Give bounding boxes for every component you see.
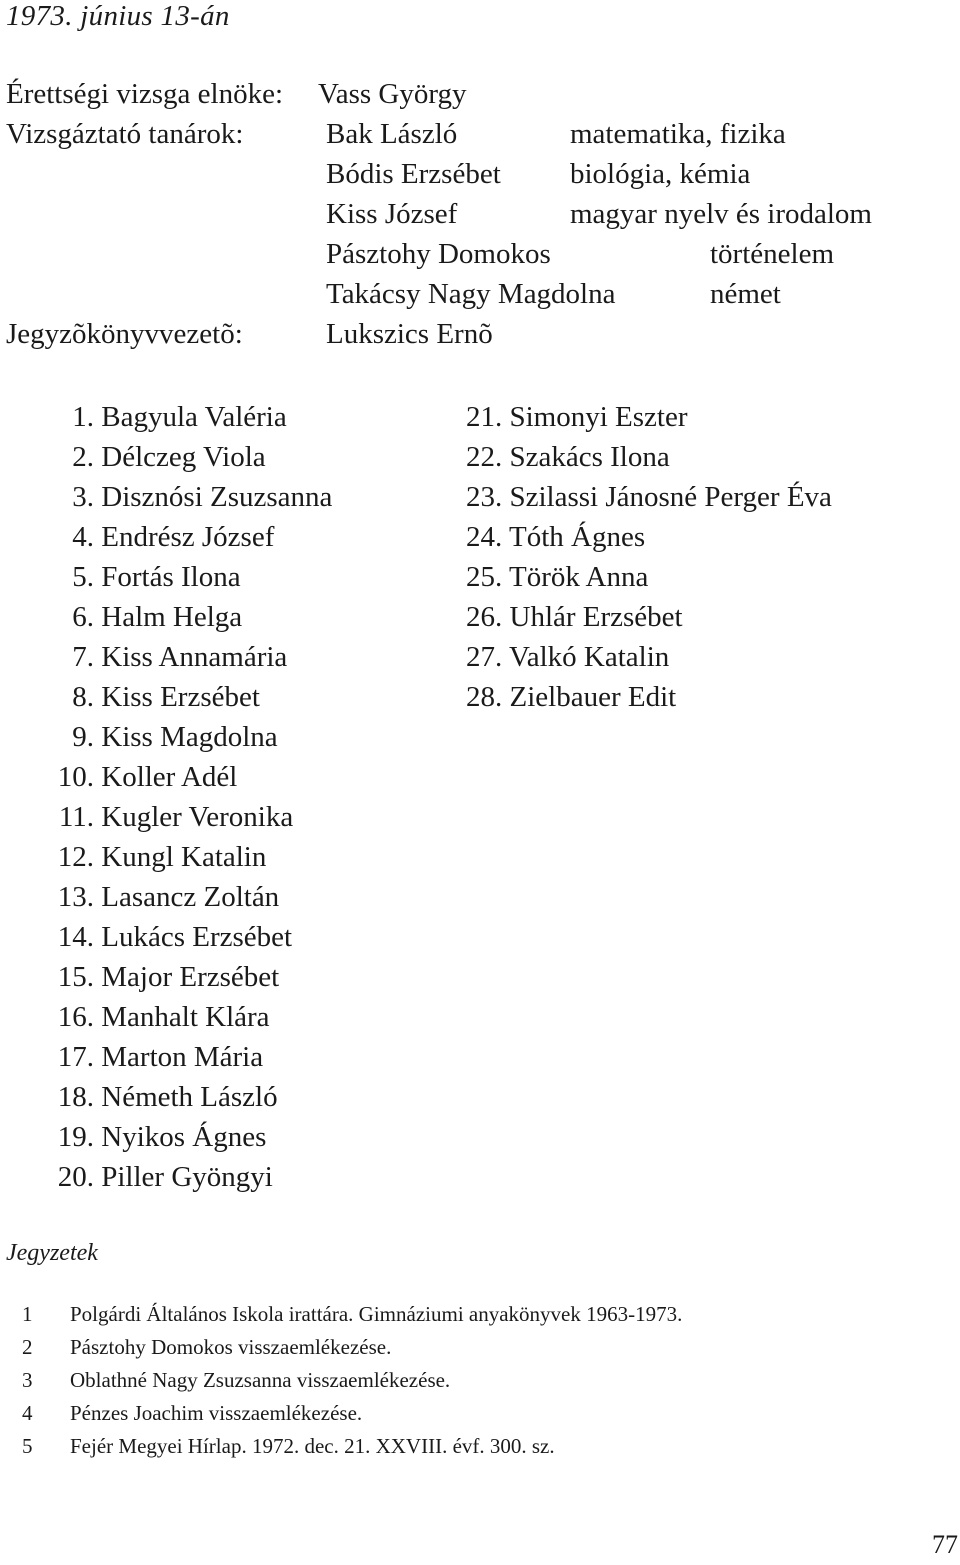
list-item	[40, 1117, 332, 1157]
list-number: 11.	[58, 801, 94, 833]
list-number: 21.	[466, 401, 503, 433]
list-item	[40, 557, 332, 597]
note-text: Pásztohy Domokos visszaemlékezése.	[70, 1335, 392, 1359]
student-name: Lukács Erzsébet	[101, 921, 293, 953]
note-number: 2	[22, 1335, 33, 1359]
note-item	[0, 1364, 682, 1397]
list-item	[40, 717, 332, 757]
list-number: 20.	[57, 1161, 94, 1193]
list-number: 22.	[466, 441, 503, 473]
note-number: 1	[22, 1302, 33, 1326]
student-name: Kiss Annamária	[101, 641, 288, 673]
note-number: 3	[22, 1368, 33, 1392]
list-number: 24.	[466, 521, 503, 553]
note-item	[0, 1298, 682, 1331]
student-name: Valkó Katalin	[508, 641, 670, 673]
examiner-subject: matematika, fizika	[570, 118, 786, 150]
student-name: Halm Helga	[101, 601, 243, 633]
list-item	[40, 917, 332, 957]
note-text: Pénzes Joachim visszaemlékezése.	[70, 1401, 363, 1425]
list-number: 18.	[57, 1081, 94, 1113]
list-item	[40, 597, 332, 637]
list-item	[40, 637, 332, 677]
chair-label: Érettségi vizsga elnöke:	[6, 78, 284, 110]
list-item	[466, 517, 832, 557]
examiner-name: Takácsy Nagy Magdolna	[326, 278, 616, 310]
list-number: 12.	[57, 841, 94, 873]
student-name: Németh László	[101, 1081, 278, 1113]
list-item	[466, 477, 832, 517]
student-name: Piller Gyöngyi	[101, 1161, 273, 1193]
list-number: 4.	[72, 521, 94, 553]
note-number: 4	[22, 1401, 33, 1425]
list-number: 19.	[57, 1121, 94, 1153]
examiner-subject: biológia, kémia	[570, 158, 751, 190]
list-item	[40, 677, 332, 717]
student-list-right	[466, 397, 832, 717]
student-name: Bagyula Valéria	[101, 401, 287, 433]
list-item	[40, 437, 332, 477]
list-item	[40, 957, 332, 997]
student-list-left	[40, 397, 332, 1197]
list-number: 27.	[466, 641, 503, 673]
list-number: 23.	[466, 481, 503, 513]
list-item	[466, 597, 832, 637]
student-name: Délczeg Viola	[101, 441, 266, 473]
list-number: 15.	[57, 961, 94, 993]
student-name: Kungl Katalin	[101, 841, 267, 873]
recorder-name: Lukszics Ernõ	[326, 318, 493, 350]
list-number: 3.	[72, 481, 94, 513]
examiners-label: Vizsgáztató tanárok:	[6, 118, 244, 150]
student-name: Zielbauer Edit	[509, 681, 677, 713]
list-number: 25.	[466, 561, 503, 593]
note-text: Oblathné Nagy Zsuzsanna visszaemlékezése.	[70, 1368, 451, 1392]
list-number: 1.	[72, 401, 94, 433]
examiner-name: Kiss József	[326, 198, 458, 230]
list-item	[40, 1157, 332, 1197]
note-number: 5	[22, 1434, 33, 1458]
student-name: Kugler Veronika	[101, 801, 294, 833]
list-item	[40, 837, 332, 877]
list-item	[40, 1037, 332, 1077]
student-name: Koller Adél	[101, 761, 238, 793]
list-item	[40, 477, 332, 517]
examiner-subject: magyar nyelv és irodalom	[570, 198, 872, 230]
student-name: Lasancz Zoltán	[101, 881, 280, 913]
examiner-name: Bódis Erzsébet	[326, 158, 501, 190]
list-item	[40, 797, 332, 837]
list-item	[40, 877, 332, 917]
list-item	[466, 637, 832, 677]
student-name: Kiss Erzsébet	[101, 681, 260, 713]
list-number: 5.	[72, 561, 94, 593]
student-name: Szakács Ilona	[509, 441, 670, 473]
page-number: 77	[932, 1530, 958, 1559]
note-text: Fejér Megyei Hírlap. 1972. dec. 21. XXVIII. évf. 300. sz.	[70, 1434, 555, 1458]
list-item	[466, 397, 832, 437]
list-number: 6.	[72, 601, 94, 633]
student-name: Major Erzsébet	[101, 961, 280, 993]
list-number: 28.	[466, 681, 503, 713]
list-number: 7.	[72, 641, 94, 673]
student-name: Disznósi Zsuzsanna	[101, 481, 333, 513]
list-item	[40, 1077, 332, 1117]
student-name: Nyikos Ágnes	[101, 1121, 267, 1153]
list-item	[40, 517, 332, 557]
student-name: Tóth Ágnes	[508, 521, 646, 553]
list-number: 2.	[72, 441, 94, 473]
list-number: 16.	[57, 1001, 94, 1033]
list-number: 13.	[57, 881, 94, 913]
list-item	[40, 757, 332, 797]
notes-list	[0, 1298, 682, 1463]
note-item	[0, 1397, 682, 1430]
student-name: Fortás Ilona	[101, 561, 241, 593]
notes-heading: Jegyzetek	[6, 1240, 98, 1266]
student-name: Simonyi Eszter	[509, 401, 688, 433]
student-name: Endrész József	[101, 521, 275, 553]
date-heading: 1973. június 13-án	[6, 0, 230, 32]
list-item	[466, 677, 832, 717]
list-item	[466, 557, 832, 597]
examiner-subject: német	[710, 278, 781, 310]
list-item	[466, 437, 832, 477]
list-number: 26.	[466, 601, 503, 633]
student-name: Uhlár Erzsébet	[509, 601, 683, 633]
student-name: Marton Mária	[101, 1041, 264, 1073]
list-number: 9.	[72, 721, 94, 753]
recorder-label: Jegyzõkönyvvezetõ:	[6, 318, 243, 350]
student-name: Kiss Magdolna	[101, 721, 278, 753]
list-number: 8.	[72, 681, 94, 713]
note-text: Polgárdi Általános Iskola irattára. Gimnáziumi anyakönyvek 1963-1973.	[70, 1302, 683, 1326]
list-number: 17.	[57, 1041, 94, 1073]
list-number: 14.	[57, 921, 94, 953]
list-item	[40, 997, 332, 1037]
chair-name: Vass György	[318, 78, 467, 110]
student-name: Szilassi Jánosné Perger Éva	[509, 481, 832, 513]
note-item	[0, 1430, 682, 1463]
examiner-name: Pásztohy Domokos	[326, 238, 551, 270]
note-item	[0, 1331, 682, 1364]
student-name: Manhalt Klára	[101, 1001, 270, 1033]
student-name: Török Anna	[508, 561, 649, 593]
list-number: 10.	[57, 761, 94, 793]
list-item	[40, 397, 332, 437]
examiner-name: Bak László	[326, 118, 458, 150]
examiner-subject: történelem	[710, 238, 835, 270]
